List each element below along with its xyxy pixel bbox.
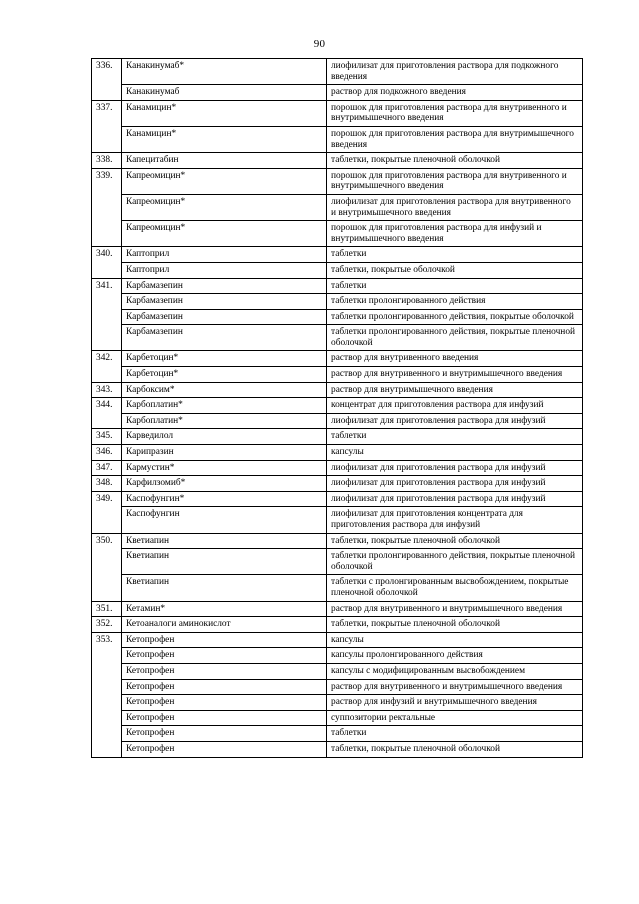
entry-number: 340. xyxy=(92,247,122,278)
drug-name: Кетопрофен xyxy=(122,741,327,757)
drug-name: Кетопрофен xyxy=(122,695,327,711)
drug-table xyxy=(91,58,583,758)
dosage-form: порошок для приготовления раствора для внутримышечного введения xyxy=(327,126,583,152)
drug-name: Кветиапин xyxy=(122,575,327,601)
dosage-form: раствор для внутривенного и внутримышечного введения xyxy=(327,601,583,617)
entry-number: 337. xyxy=(92,100,122,152)
table-row xyxy=(92,533,583,549)
drug-name: Кетамин* xyxy=(122,601,327,617)
entry-number: 352. xyxy=(92,617,122,633)
table-row xyxy=(92,726,583,742)
entry-number: 343. xyxy=(92,382,122,398)
dosage-form: лиофилизат для приготовления раствора для внутривенного и внутримышечного введения xyxy=(327,194,583,220)
table-row xyxy=(92,262,583,278)
dosage-form: капсулы xyxy=(327,445,583,461)
entry-number: 350. xyxy=(92,533,122,601)
drug-name: Канамицин* xyxy=(122,100,327,126)
table-row xyxy=(92,648,583,664)
drug-name: Кетопрофен xyxy=(122,726,327,742)
drug-name: Карбоплатин* xyxy=(122,413,327,429)
dosage-form: капсулы xyxy=(327,632,583,648)
dosage-form: таблетки пролонгированного действия, покрытые оболочкой xyxy=(327,309,583,325)
drug-name: Карбамазепин xyxy=(122,294,327,310)
table-row xyxy=(92,126,583,152)
drug-name: Кармустин* xyxy=(122,460,327,476)
dosage-form: раствор для внутривенного введения xyxy=(327,351,583,367)
table-row xyxy=(92,398,583,414)
table-row xyxy=(92,168,583,194)
entry-number: 338. xyxy=(92,153,122,169)
drug-name: Каптоприл xyxy=(122,247,327,263)
entry-number: 336. xyxy=(92,59,122,101)
entry-number: 347. xyxy=(92,460,122,476)
table-row xyxy=(92,309,583,325)
table-row xyxy=(92,741,583,757)
dosage-form: таблетки xyxy=(327,247,583,263)
drug-name: Карведилол xyxy=(122,429,327,445)
dosage-form: лиофилизат для приготовления раствора для подкожного введения xyxy=(327,59,583,85)
table-row xyxy=(92,100,583,126)
drug-table-body xyxy=(92,59,583,758)
drug-name: Канакинумаб xyxy=(122,85,327,101)
table-row xyxy=(92,367,583,383)
dosage-form: таблетки, покрытые пленочной оболочкой xyxy=(327,617,583,633)
drug-name: Каспофунгин xyxy=(122,507,327,533)
table-row xyxy=(92,429,583,445)
entry-number: 348. xyxy=(92,476,122,492)
dosage-form: таблетки xyxy=(327,726,583,742)
drug-name: Карбетоцин* xyxy=(122,367,327,383)
dosage-form: раствор для внутривенного и внутримышечного введения xyxy=(327,367,583,383)
table-row xyxy=(92,153,583,169)
table-row xyxy=(92,460,583,476)
table-row xyxy=(92,325,583,351)
drug-name: Кетопрофен xyxy=(122,663,327,679)
drug-name: Карбоксим* xyxy=(122,382,327,398)
dosage-form: лиофилизат для приготовления раствора для инфузий xyxy=(327,460,583,476)
drug-name: Кетопрофен xyxy=(122,632,327,648)
table-row xyxy=(92,351,583,367)
table-row xyxy=(92,445,583,461)
dosage-form: капсулы пролонгированного действия xyxy=(327,648,583,664)
dosage-form: концентрат для приготовления раствора для инфузий xyxy=(327,398,583,414)
drug-name: Карбамазепин xyxy=(122,309,327,325)
dosage-form: таблетки, покрытые оболочкой xyxy=(327,262,583,278)
table-row xyxy=(92,294,583,310)
table-row xyxy=(92,59,583,85)
table-row xyxy=(92,221,583,247)
table-row xyxy=(92,679,583,695)
dosage-form: капсулы с модифицированным высвобождением xyxy=(327,663,583,679)
dosage-form: таблетки xyxy=(327,278,583,294)
dosage-form: раствор для подкожного введения xyxy=(327,85,583,101)
dosage-form: таблетки пролонгированного действия xyxy=(327,294,583,310)
drug-name: Канамицин* xyxy=(122,126,327,152)
dosage-form: порошок для приготовления раствора для внутривенного и внутримышечного введения xyxy=(327,168,583,194)
table-row xyxy=(92,85,583,101)
dosage-form: таблетки, покрытые пленочной оболочкой xyxy=(327,741,583,757)
dosage-form: таблетки, покрытые пленочной оболочкой xyxy=(327,153,583,169)
table-row xyxy=(92,476,583,492)
drug-name: Кетопрофен xyxy=(122,679,327,695)
entry-number: 342. xyxy=(92,351,122,382)
page-number: 90 xyxy=(313,38,326,50)
dosage-form: лиофилизат для приготовления раствора для инфузий xyxy=(327,491,583,507)
table-row xyxy=(92,491,583,507)
table-row xyxy=(92,278,583,294)
table-row xyxy=(92,382,583,398)
entry-number: 341. xyxy=(92,278,122,351)
entry-number: 351. xyxy=(92,601,122,617)
dosage-form: порошок для приготовления раствора для внутривенного и внутримышечного введения xyxy=(327,100,583,126)
drug-name: Капецитабин xyxy=(122,153,327,169)
drug-name: Капреомицин* xyxy=(122,194,327,220)
dosage-form: лиофилизат для приготовления раствора для инфузий xyxy=(327,476,583,492)
table-row xyxy=(92,247,583,263)
table-row xyxy=(92,194,583,220)
dosage-form: суппозитории ректальные xyxy=(327,710,583,726)
drug-name: Кветиапин xyxy=(122,533,327,549)
drug-name: Карбамазепин xyxy=(122,278,327,294)
drug-name: Канакинумаб* xyxy=(122,59,327,85)
dosage-form: таблетки пролонгированного действия, покрытые пленочной оболочкой xyxy=(327,325,583,351)
drug-name: Капреомицин* xyxy=(122,168,327,194)
entry-number: 346. xyxy=(92,445,122,461)
entry-number: 349. xyxy=(92,491,122,533)
drug-name: Карбетоцин* xyxy=(122,351,327,367)
drug-name: Кетопрофен xyxy=(122,648,327,664)
dosage-form: раствор для внутривенного и внутримышечного введения xyxy=(327,679,583,695)
table-row xyxy=(92,710,583,726)
drug-name: Каптоприл xyxy=(122,262,327,278)
drug-name: Кетопрофен xyxy=(122,710,327,726)
dosage-form: таблетки с пролонгированным высвобождением, покрытые пленочной оболочкой xyxy=(327,575,583,601)
drug-name: Карбоплатин* xyxy=(122,398,327,414)
entry-number: 345. xyxy=(92,429,122,445)
table-row xyxy=(92,663,583,679)
table-row xyxy=(92,632,583,648)
drug-name: Капреомицин* xyxy=(122,221,327,247)
table-row xyxy=(92,617,583,633)
dosage-form: таблетки, покрытые пленочной оболочкой xyxy=(327,533,583,549)
drug-name: Кетоаналоги аминокислот xyxy=(122,617,327,633)
table-row xyxy=(92,549,583,575)
drug-name: Карфилзомиб* xyxy=(122,476,327,492)
entry-number: 353. xyxy=(92,632,122,757)
dosage-form: раствор для внутримышечного введения xyxy=(327,382,583,398)
table-row xyxy=(92,601,583,617)
drug-name: Каспофунгин* xyxy=(122,491,327,507)
drug-name: Карипразин xyxy=(122,445,327,461)
drug-name: Кветиапин xyxy=(122,549,327,575)
table-row xyxy=(92,575,583,601)
drug-name: Карбамазепин xyxy=(122,325,327,351)
table-row xyxy=(92,695,583,711)
dosage-form: порошок для приготовления раствора для инфузий и внутримышечного введения xyxy=(327,221,583,247)
entry-number: 344. xyxy=(92,398,122,429)
dosage-form: таблетки xyxy=(327,429,583,445)
dosage-form: таблетки пролонгированного действия, покрытые пленочной оболочкой xyxy=(327,549,583,575)
dosage-form: лиофилизат для приготовления концентрата для приготовления раствора для инфузий xyxy=(327,507,583,533)
table-row xyxy=(92,413,583,429)
dosage-form: раствор для инфузий и внутримышечного введения xyxy=(327,695,583,711)
entry-number: 339. xyxy=(92,168,122,247)
table-row xyxy=(92,507,583,533)
dosage-form: лиофилизат для приготовления раствора для инфузий xyxy=(327,413,583,429)
